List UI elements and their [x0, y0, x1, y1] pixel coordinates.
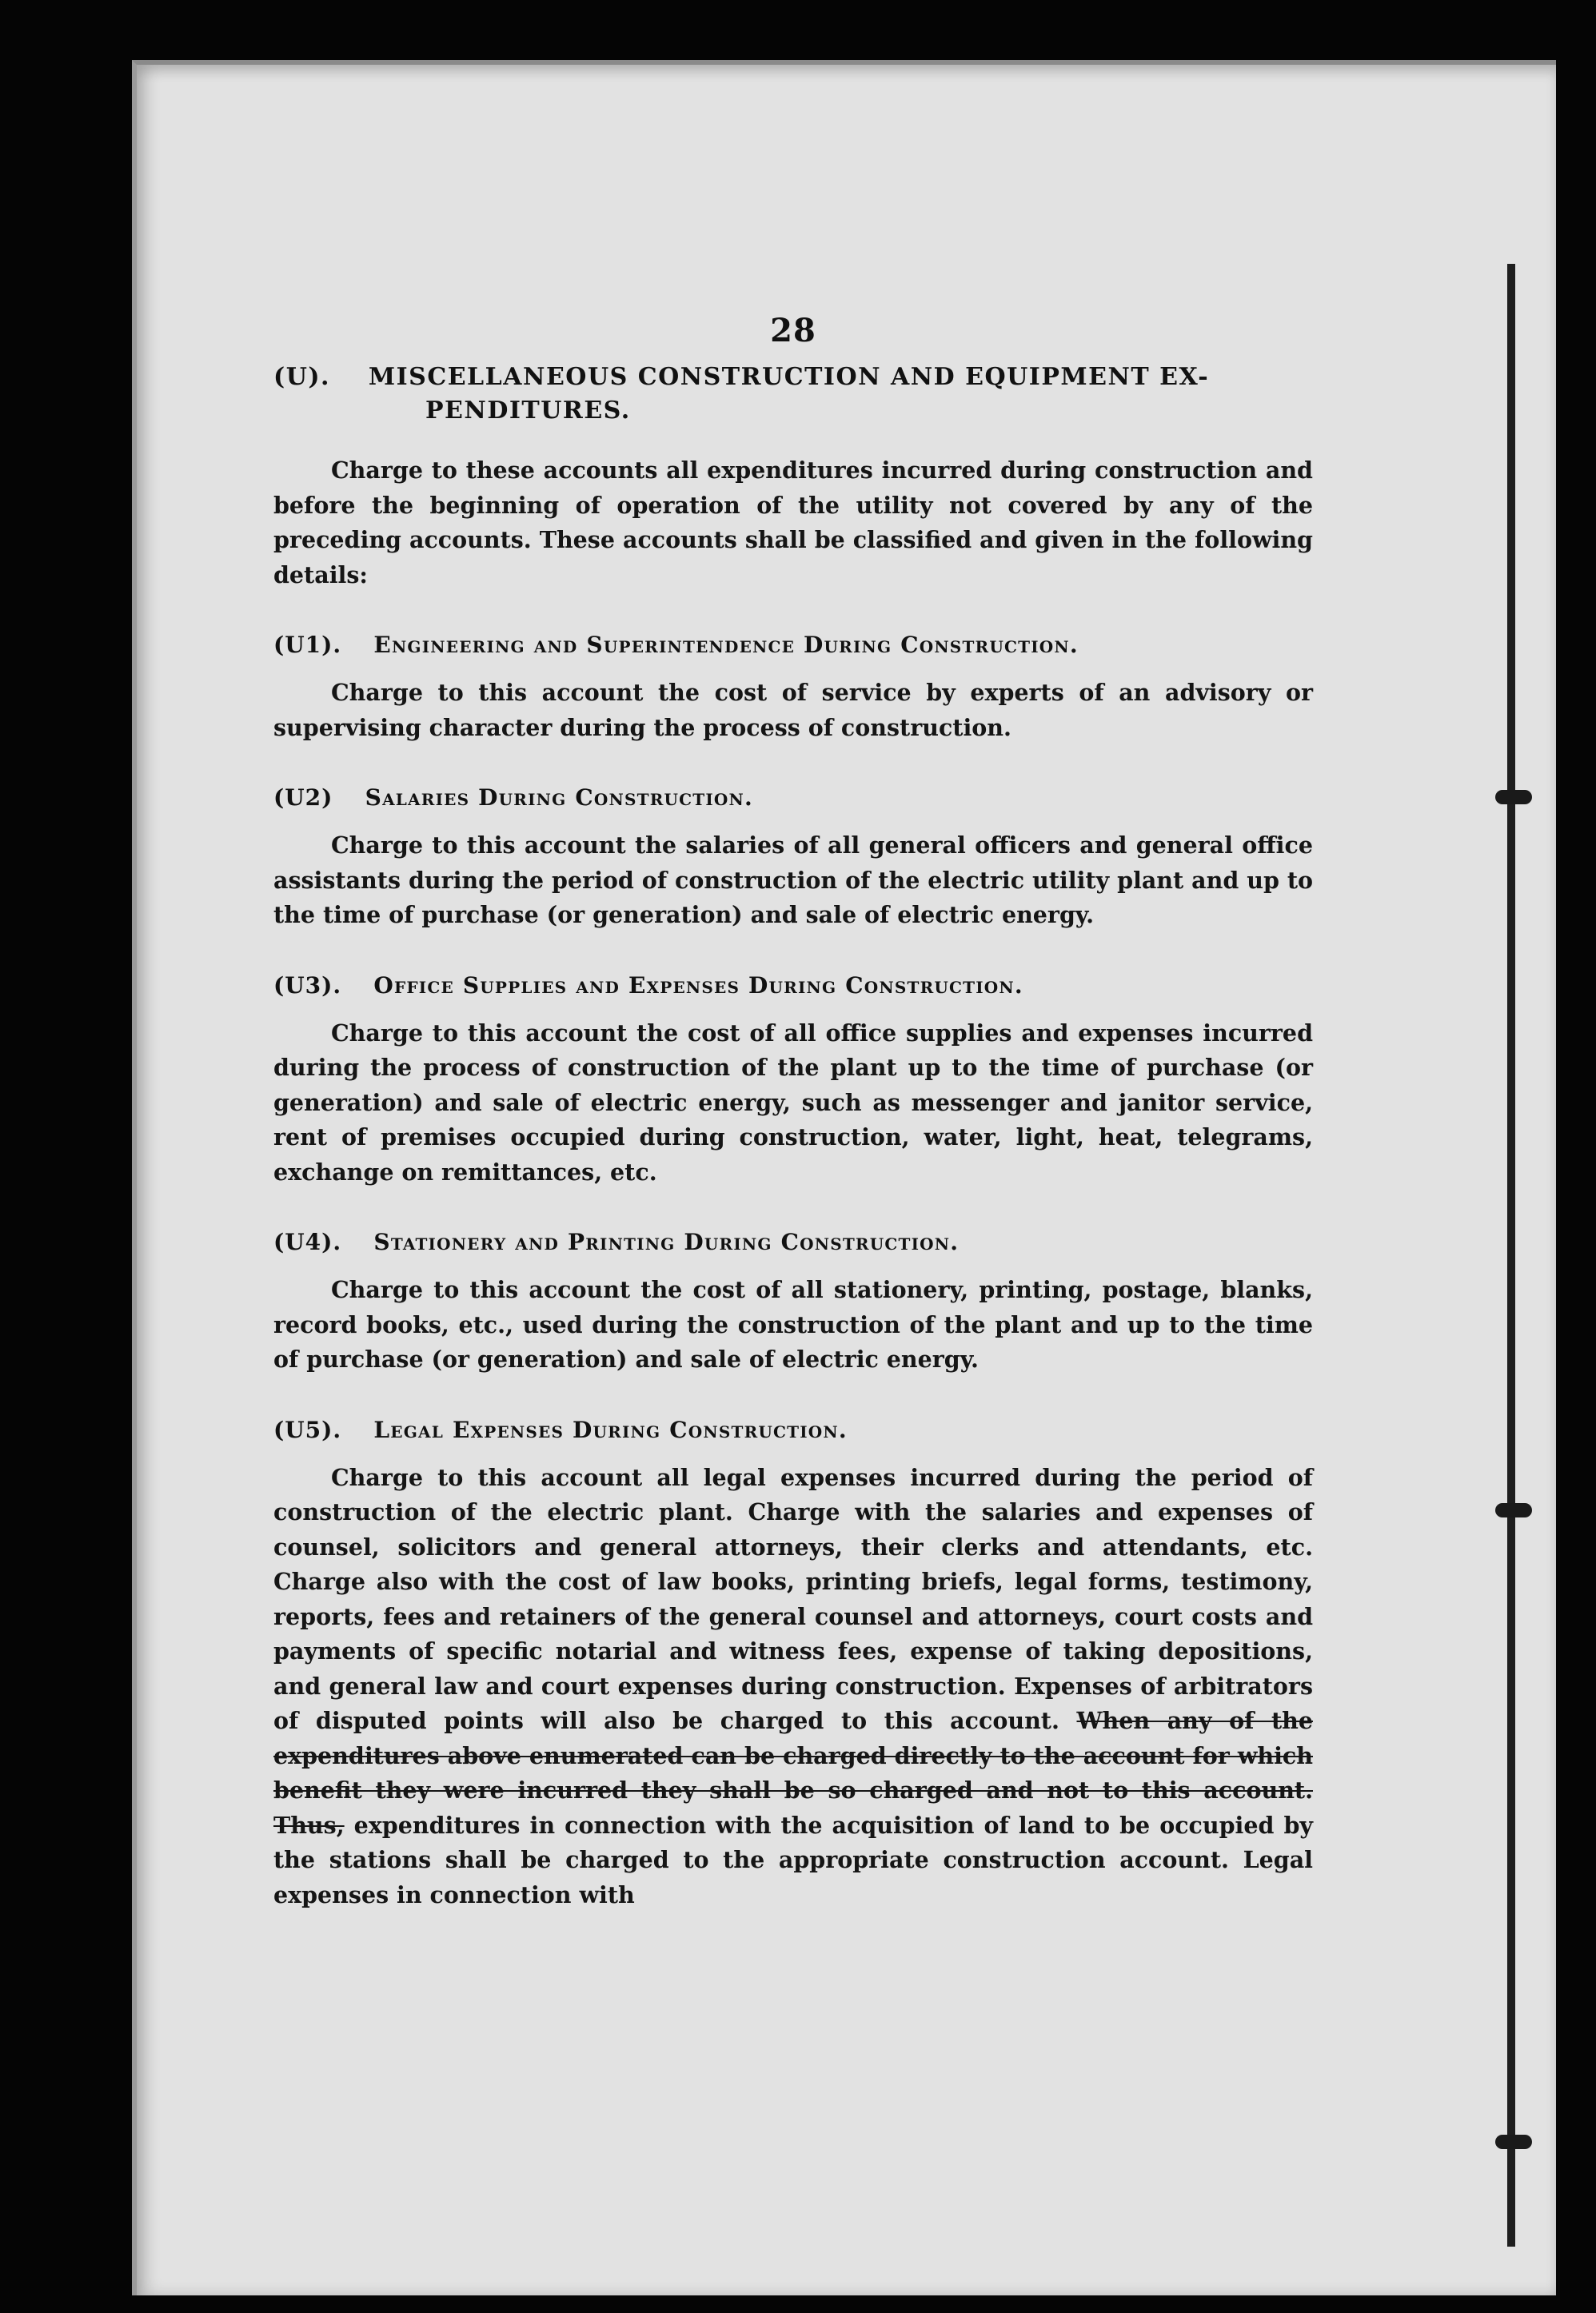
section-title: Legal Expenses During Construction. — [373, 1416, 848, 1443]
main-heading-code: (U). — [273, 363, 330, 391]
section-u2 — [273, 782, 1313, 933]
section-u4 — [273, 1226, 1313, 1378]
section-body-text-continued: expenditures in connection with the acquisition of land to be occupied by the stations shall be charged to the appropriate construction account. Legal expenses in connection with — [273, 1811, 1313, 1908]
section-body — [273, 1461, 1313, 1913]
main-heading-line1: MISCELLANEOUS CONSTRUCTION AND EQUIPMENT EX- — [368, 363, 1210, 391]
section-u1 — [273, 629, 1313, 745]
section-heading — [273, 782, 1313, 814]
page-number: 28 — [770, 312, 816, 349]
main-heading — [273, 361, 1313, 428]
section-body: Charge to this account the salaries of all general officers and general office assistants during the period of construction of the electric utility plant and up to the time of purchase (or generation) and sale of electric energy. — [273, 831, 1313, 928]
section-code: (U2) — [273, 784, 333, 811]
section-title: Salaries During Construction. — [365, 784, 753, 811]
section-body: Charge to this account the cost of all office supplies and expenses incurred during the process of construction of the plant up to the time of purchase (or generation) and sale of electric energy, such as messenger and janitor service, rent of premises occupied during construction, water, light, heat, telegrams, exchange on remittances, etc. — [273, 1019, 1313, 1186]
section-title: Office Supplies and Expenses During Construction. — [373, 971, 1023, 999]
binding-clip — [1495, 1503, 1532, 1517]
section-heading — [273, 1414, 1313, 1446]
section-body: Charge to this account the cost of all stationery, printing, postage, blanks, record books, etc., used during the construction of the plant and up to the time of purchase (or generation) and sale of electric energy. — [273, 1276, 1313, 1373]
section-title: Engineering and Superintendence During Construction. — [373, 632, 1079, 658]
binding-clip — [1495, 2135, 1532, 2149]
binding-clip — [1495, 790, 1532, 804]
section-code: (U1). — [273, 632, 342, 658]
main-heading-line2: PENDITURES. — [425, 397, 631, 425]
page-edge-binding — [1507, 264, 1515, 2247]
section-code: (U4). — [273, 1229, 342, 1255]
section-code: (U3). — [273, 971, 342, 999]
intro-paragraph: Charge to these accounts all expenditures incurred during construction and before the beginning of operation of the utility not covered by any of the preceding accounts. These accounts shall be classified and given in the following details: — [273, 457, 1313, 588]
section-heading — [273, 629, 1313, 661]
section-u5 — [273, 1414, 1313, 1913]
page-content — [273, 312, 1313, 1912]
struck-through-text: When any of the expenditures above enumerated can be charged directly to the account for which benefit they were incurred they shall be so charged and not to this account. Thus, — [273, 1707, 1313, 1839]
section-u3 — [273, 970, 1313, 1190]
section-body: Charge to this account the cost of service by experts of an advisory or supervising character during the process of construction. — [273, 679, 1313, 741]
section-heading — [273, 970, 1313, 1002]
section-heading — [273, 1226, 1313, 1258]
section-code: (U5). — [273, 1416, 342, 1443]
section-title: Stationery and Printing During Construction. — [373, 1229, 960, 1255]
section-body-text: Charge to this account all legal expenses incurred during the period of construction of the electric plant. Charge with the salaries and expenses of counsel, solicitors and general attorneys, their clerks and attendants, etc. Charge also with the cost of law books, printing briefs, legal forms, testimony, reports, fees and retainers of the general counsel and attorneys, court costs and payments of specific notarial and witness fees, expense of taking depositions, and general law and court expenses during construction. Expenses of arbitrators of disputed points will also be charged to this account. — [273, 1463, 1313, 1734]
